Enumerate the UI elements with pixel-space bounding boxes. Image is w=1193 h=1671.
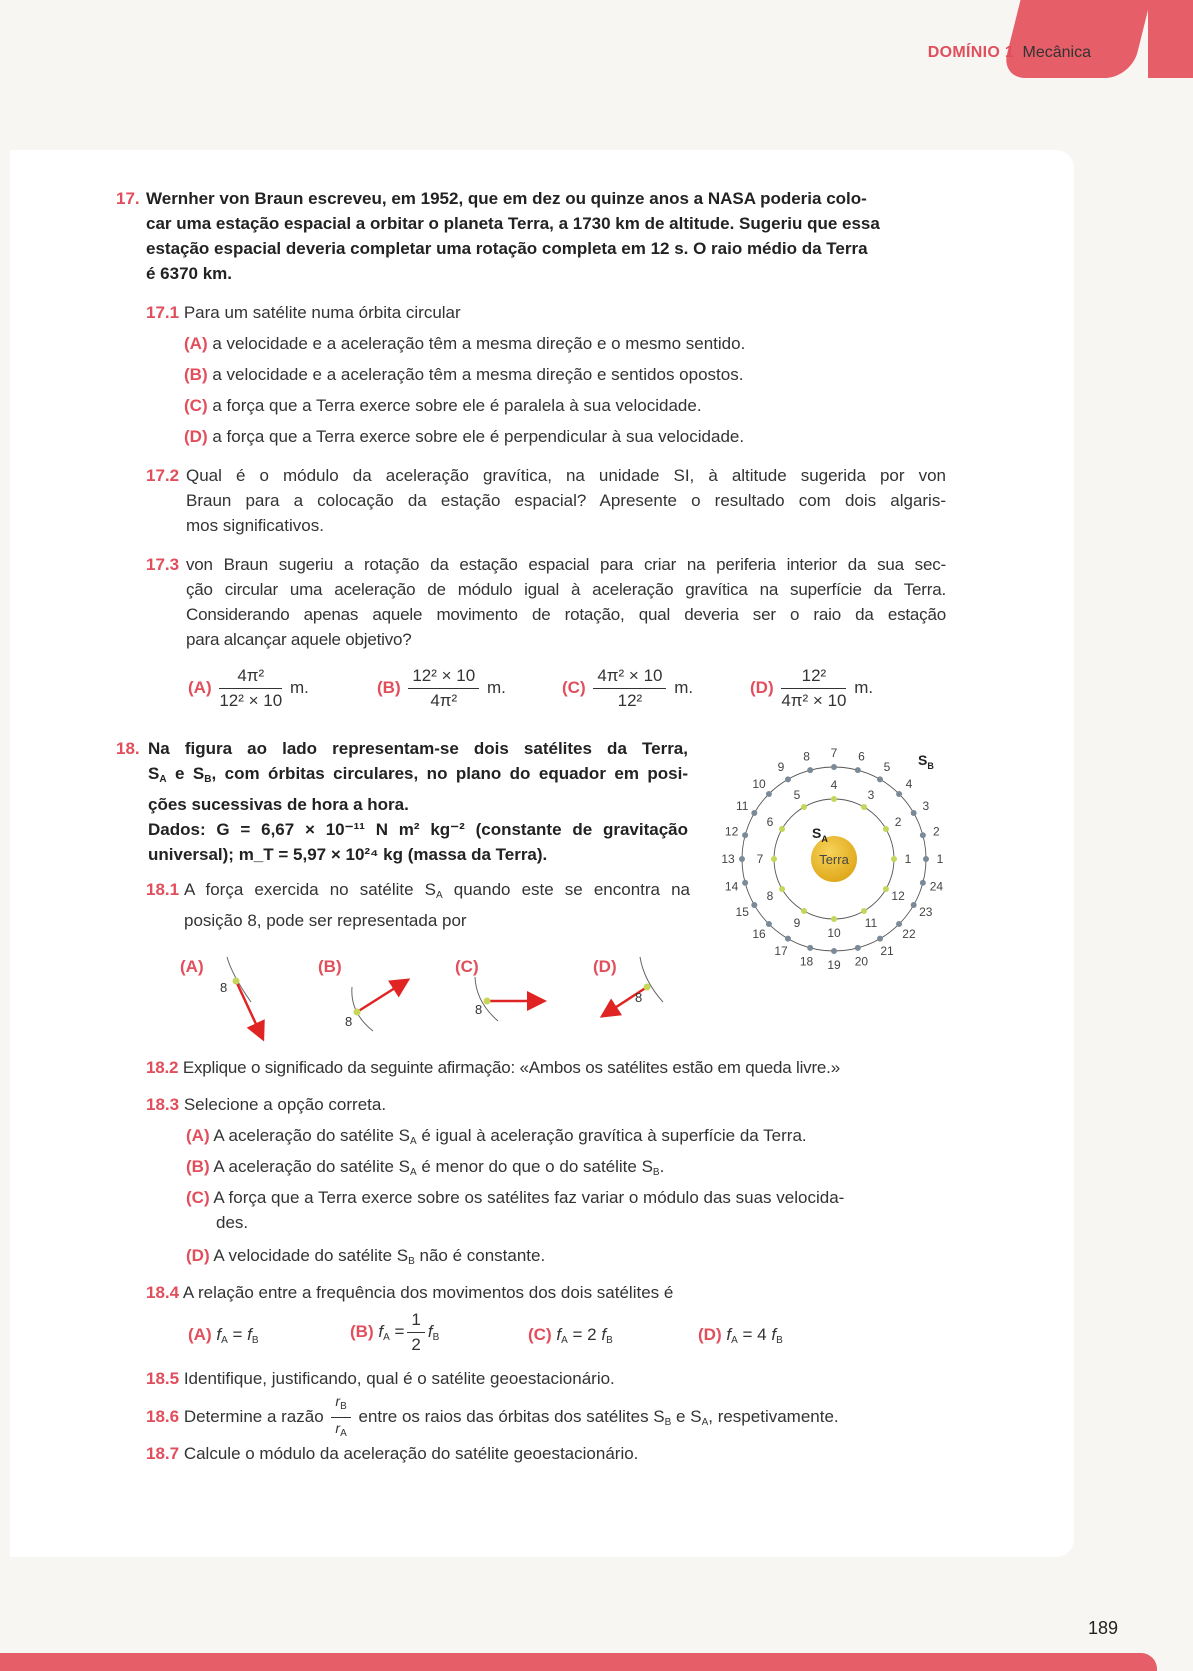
orbit-position-dot bbox=[920, 832, 926, 838]
orbit-position-dot bbox=[923, 856, 929, 862]
option-18-3-c-continued: des. bbox=[216, 1213, 249, 1232]
orbit-position-label: 22 bbox=[902, 926, 916, 941]
section-title: Mecânica bbox=[1022, 44, 1091, 61]
orbit-position-label: 12 bbox=[724, 824, 739, 839]
text-line bbox=[184, 877, 690, 908]
orbit-position-dot bbox=[779, 826, 785, 832]
subquestion-18-4 bbox=[146, 1280, 673, 1305]
stem-line: Na figura ao lado representam-se dois satélites da Terra, bbox=[148, 739, 688, 758]
orbit-position-label: 12 bbox=[891, 889, 905, 903]
fraction bbox=[407, 1309, 424, 1356]
ratio-fraction: $\frac{r_B}{r_A}$ bbox=[331, 1392, 350, 1443]
subscript: A bbox=[409, 1136, 417, 1147]
stem-line: estação espacial deveria completar uma rotação completa em 12 s. O raio médio da Terra bbox=[146, 239, 868, 258]
option-17-1-d bbox=[184, 424, 744, 449]
domain-label: DOMÍNIO 1 bbox=[927, 44, 1015, 61]
subscript: B bbox=[652, 1167, 660, 1178]
denominator: 4π² bbox=[430, 691, 458, 710]
orbit-position-dot bbox=[785, 936, 791, 942]
orbit-position-dot bbox=[911, 810, 917, 816]
orbit-position-label: 2 bbox=[894, 815, 902, 829]
text: , com órbitas circulares, no plano do equador em posi- bbox=[211, 764, 688, 783]
fraction bbox=[408, 665, 479, 712]
position-label: 8 bbox=[475, 1002, 483, 1017]
expression: = 4 bbox=[742, 1325, 772, 1344]
unit: m. bbox=[289, 677, 309, 697]
text-line: mos significativos. bbox=[186, 516, 324, 535]
orbit-position-dot bbox=[785, 776, 791, 782]
text: A força exercida no satélite S bbox=[184, 880, 436, 899]
orbit-position-label: 9 bbox=[777, 760, 785, 775]
option-label: (D) bbox=[184, 427, 208, 446]
subquestion-text: Calcule o módulo da aceleração do satélite geoestacionário. bbox=[183, 1444, 639, 1463]
orbit-position-dot bbox=[883, 886, 889, 892]
subquestion-number: 18.6 bbox=[146, 1406, 180, 1426]
orbit-position-dot bbox=[779, 886, 785, 892]
expression: = bbox=[232, 1325, 248, 1344]
text: S bbox=[148, 764, 160, 783]
text: A força que a Terra exerce sobre os satélites faz variar o módulo das suas velocida- bbox=[213, 1188, 845, 1207]
orbit-position-dot bbox=[911, 902, 917, 908]
option-label: (A) bbox=[180, 957, 204, 976]
fraction bbox=[593, 665, 666, 712]
orbit-position-label: 9 bbox=[793, 916, 801, 931]
orbit-position-dot bbox=[920, 880, 926, 886]
question-number: 18. bbox=[116, 739, 140, 758]
orbit-position-dot bbox=[861, 804, 867, 810]
option-17-1-b bbox=[184, 362, 743, 387]
subquestion-text: A relação entre a frequência dos movimentos dos dois satélites é bbox=[182, 1283, 674, 1302]
unit: m. bbox=[854, 677, 874, 697]
subquestion-number: 18.4 bbox=[146, 1283, 180, 1302]
numerator: 12² bbox=[781, 665, 846, 689]
denominator: 12² × 10 bbox=[219, 691, 283, 710]
option-label: (A) bbox=[184, 334, 208, 353]
orbit-position-dot bbox=[807, 945, 813, 951]
orbit-position-dot bbox=[801, 804, 807, 810]
header-tab-decoration bbox=[1001, 0, 1153, 78]
earth-label: Terra bbox=[819, 852, 849, 867]
orbit-position-dot bbox=[831, 916, 837, 922]
option-label: (A) bbox=[188, 677, 212, 697]
subquestion-text: Determine a razão bbox=[183, 1406, 324, 1426]
option-18-3-a bbox=[186, 1123, 807, 1154]
option-18-4-d: (D) $f_A = 4$ $f_B$ bbox=[698, 1325, 783, 1346]
denominator: 12² bbox=[617, 691, 643, 710]
text-line: Braun para a colocação da estação espacial? Apresente o resultado com dois algaris- bbox=[186, 491, 946, 510]
subquestion-17-2 bbox=[186, 463, 946, 538]
text: A aceleração do satélite S bbox=[213, 1157, 410, 1176]
orbit-position-label: 11 bbox=[864, 916, 878, 931]
orbit-position-label: 20 bbox=[854, 954, 869, 969]
subquestion-text: Identifique, justificando, qual é o satélite geoestacionário. bbox=[183, 1369, 615, 1388]
question-17-stem bbox=[146, 186, 946, 286]
subquestion-number: 18.2 bbox=[146, 1058, 179, 1077]
question-18-stem bbox=[148, 736, 688, 867]
orbit-position-label: 5 bbox=[883, 760, 891, 775]
subquestion-number: 18.1 bbox=[146, 880, 180, 899]
option-label: (B) bbox=[377, 677, 401, 697]
option-17-3-c bbox=[562, 665, 693, 712]
subquestion-18-2 bbox=[146, 1055, 840, 1080]
orbit-position-label: 10 bbox=[827, 926, 841, 940]
subquestion-number: 18.3 bbox=[146, 1095, 180, 1114]
orbit-position-dot bbox=[807, 767, 813, 773]
position-label: 8 bbox=[345, 1014, 353, 1029]
unit: m. bbox=[674, 677, 694, 697]
position-label: 8 bbox=[220, 980, 228, 995]
orbit-position-label: 1 bbox=[936, 852, 944, 866]
orbit-position-dot bbox=[877, 936, 883, 942]
orbit-position-dot bbox=[891, 856, 897, 862]
subscript: A bbox=[409, 1167, 417, 1178]
option-label: (A) bbox=[186, 1126, 210, 1145]
option-label: (C) bbox=[184, 396, 208, 415]
numerator: 12² × 10 bbox=[408, 665, 479, 689]
orbit-position-dot bbox=[742, 832, 748, 838]
orbit-position-label: 4 bbox=[905, 777, 913, 792]
denominator: 2 bbox=[411, 1335, 421, 1354]
subquestion-number: 17.1 bbox=[146, 303, 180, 322]
position-label: 8 bbox=[635, 990, 643, 1005]
orbit-position-dot bbox=[831, 764, 837, 770]
option-17-1-c bbox=[184, 393, 702, 418]
text: e S bbox=[671, 1406, 702, 1426]
orbit-position-dot bbox=[771, 856, 777, 862]
orbit-position-label: 3 bbox=[867, 787, 875, 802]
text: quando este se encontra na bbox=[442, 880, 690, 899]
orbit-position-dot bbox=[896, 791, 902, 797]
option-17-3-d bbox=[750, 665, 873, 712]
numerator: 4π² bbox=[219, 665, 282, 689]
option-text: a velocidade e a aceleração têm a mesma direção e sentidos opostos. bbox=[212, 365, 744, 384]
orbit-position-label: 11 bbox=[735, 799, 749, 813]
denominator: 4π² × 10 bbox=[781, 691, 847, 710]
option-c-diagram bbox=[455, 957, 542, 1021]
option-label: (C) bbox=[186, 1188, 210, 1207]
text-line: Considerando apenas aquele movimento de rotação, qual deveria ser o raio da estação bbox=[186, 605, 946, 624]
subquestion-18-6 bbox=[146, 1392, 839, 1443]
subquestion-number: 17.2 bbox=[146, 466, 180, 485]
orbit-position-label: 7 bbox=[830, 746, 838, 760]
orbit-position-label: 2 bbox=[933, 824, 940, 839]
option-label: (C) bbox=[528, 1325, 552, 1344]
data-line: universal); m_T = 5,97 × 10²⁴ kg (massa da Terra). bbox=[148, 845, 548, 864]
subquestion-18-7 bbox=[146, 1441, 638, 1466]
stem-line: é 6370 km. bbox=[146, 264, 233, 283]
orbit-position-dot bbox=[855, 767, 861, 773]
option-text: a força que a Terra exerce sobre ele é paralela à sua velocidade. bbox=[212, 396, 702, 415]
subscript: B bbox=[204, 774, 212, 785]
satellite-b-label: $S_B$ bbox=[918, 752, 934, 771]
subquestion-18-3 bbox=[146, 1092, 386, 1117]
stem-line: car uma estação espacial a orbitar o planeta Terra, a 1730 km de altitude. Sugeriu que essa bbox=[146, 214, 880, 233]
footer-bar bbox=[0, 1653, 1157, 1671]
option-label: (C) bbox=[562, 677, 586, 697]
option-label: (A) bbox=[188, 1325, 212, 1344]
text: A aceleração do satélite S bbox=[213, 1126, 410, 1145]
orbit-position-label: 8 bbox=[766, 889, 774, 903]
text: A velocidade do satélite S bbox=[213, 1246, 409, 1265]
orbit-position-label: 10 bbox=[752, 777, 766, 792]
orbit-position-dot bbox=[751, 810, 757, 816]
orbit-position-dot bbox=[766, 921, 772, 927]
text: não é constante. bbox=[414, 1246, 546, 1265]
page-number: 189 bbox=[1087, 1618, 1118, 1638]
orbit-position-dot bbox=[831, 796, 837, 802]
orbit-position-label: 16 bbox=[752, 926, 766, 941]
subscript: B bbox=[408, 1256, 415, 1267]
orbit-position-label: 23 bbox=[919, 905, 933, 919]
text: é igual à aceleração gravítica à superfície da Terra. bbox=[416, 1126, 807, 1145]
option-b-diagram bbox=[318, 957, 406, 1031]
orbit-position-label: 17 bbox=[774, 943, 788, 958]
option-18-3-d bbox=[186, 1243, 545, 1274]
orbit-position-dot bbox=[742, 880, 748, 886]
orbit-position-label: 7 bbox=[756, 852, 764, 866]
option-18-4-a: (A) $f_A = f_B$ bbox=[188, 1325, 259, 1346]
numerator: 4π² × 10 bbox=[593, 665, 666, 689]
header-tab-decoration-edge bbox=[1148, 0, 1193, 78]
text: entre os raios das órbitas dos satélites S bbox=[358, 1406, 665, 1426]
orbit-position-label: 8 bbox=[803, 749, 810, 764]
force-vector-options bbox=[170, 945, 730, 1045]
orbit-position-label: 6 bbox=[858, 749, 865, 764]
orbit-position-label: 1 bbox=[904, 852, 912, 866]
expression: = bbox=[394, 1321, 405, 1341]
subscript: A bbox=[159, 774, 167, 785]
orbit-position-label: 14 bbox=[724, 879, 739, 894]
orbit-position-dot bbox=[766, 791, 772, 797]
orbit-position-label: 18 bbox=[799, 954, 814, 969]
subquestion-17-1 bbox=[146, 300, 461, 325]
orbit-position-label: 19 bbox=[827, 958, 841, 972]
text: é menor do que o do satélite S bbox=[416, 1157, 653, 1176]
orbit-position-dot bbox=[883, 826, 889, 832]
stem-line: Wernher von Braun escreveu, em 1952, que em dez ou quinze anos a NASA poderia colo- bbox=[146, 189, 867, 208]
option-a-diagram bbox=[180, 957, 262, 1037]
subquestion-text: Para um satélite numa órbita circular bbox=[183, 303, 461, 322]
fraction bbox=[781, 665, 846, 712]
orbit-position-dot bbox=[855, 945, 861, 951]
option-text: a velocidade e a aceleração têm a mesma direção e o mesmo sentido. bbox=[212, 334, 746, 353]
option-17-3-a bbox=[188, 665, 309, 712]
text-line: von Braun sugeriu a rotação da estação espacial para criar na periferia interior da sua sec- bbox=[186, 555, 946, 574]
orbit-position-label: 21 bbox=[880, 943, 894, 958]
option-18-3-c bbox=[186, 1185, 844, 1210]
option-label: (B) bbox=[350, 1321, 374, 1341]
option-label: (D) bbox=[750, 677, 774, 697]
option-label: (D) bbox=[593, 957, 617, 976]
option-text: a força que a Terra exerce sobre ele é perpendicular à sua velocidade. bbox=[212, 427, 745, 446]
expression: = 2 bbox=[572, 1325, 602, 1344]
orbit-position-label: 13 bbox=[721, 852, 735, 866]
orbit-position-label: 4 bbox=[830, 778, 838, 792]
unit: m. bbox=[486, 677, 506, 697]
option-label: (D) bbox=[186, 1246, 210, 1265]
orbit-position-dot bbox=[801, 908, 807, 914]
option-label: (B) bbox=[318, 957, 342, 976]
text: , respetivamente. bbox=[708, 1406, 839, 1426]
option-label: (C) bbox=[455, 957, 479, 976]
subquestion-18-1 bbox=[184, 877, 690, 933]
orbit-position-label: 15 bbox=[735, 905, 749, 919]
orbit-position-dot bbox=[739, 856, 745, 862]
option-label: (B) bbox=[184, 365, 208, 384]
text-line: ção circular uma aceleração de módulo igual à aceleração gravítica na superfície da Terra. bbox=[186, 580, 946, 599]
subquestion-18-5 bbox=[146, 1366, 615, 1391]
option-18-4-b: (B) $f_A$ = $\frac{1}{2}$ $f_B$ bbox=[350, 1310, 440, 1354]
subquestion-number: 18.5 bbox=[146, 1369, 180, 1388]
orbit-position-dot bbox=[831, 948, 837, 954]
text: . bbox=[659, 1157, 665, 1176]
subquestion-text: Selecione a opção correta. bbox=[183, 1095, 387, 1114]
orbit-position-label: 3 bbox=[922, 799, 930, 813]
fraction bbox=[219, 665, 282, 712]
option-17-3-b bbox=[377, 665, 506, 712]
subscript: B bbox=[664, 1416, 672, 1428]
orbit-position-dot bbox=[896, 921, 902, 927]
orbit-position-label: 24 bbox=[929, 879, 944, 894]
satellite-a-label: $S_A$ bbox=[812, 825, 828, 844]
stem-line bbox=[148, 761, 688, 792]
orbit-position-dot bbox=[751, 902, 757, 908]
subquestion-text: Explique o significado da seguinte afirmação: «Ambos os satélites estão em queda livre.» bbox=[182, 1058, 840, 1077]
text-line: posição 8, pode ser representada por bbox=[184, 911, 467, 930]
option-17-1-a bbox=[184, 331, 745, 356]
subquestion-number: 18.7 bbox=[146, 1444, 180, 1463]
text-line: Qual é o módulo da aceleração gravítica, na unidade SI, à altitude sugerida por von bbox=[186, 466, 946, 485]
option-label: (D) bbox=[698, 1325, 722, 1344]
subscript: A bbox=[701, 1416, 709, 1428]
option-d-diagram bbox=[593, 957, 663, 1015]
subscript: A bbox=[436, 890, 443, 901]
running-header bbox=[928, 44, 1091, 62]
stem-line: ções sucessivas de hora a hora. bbox=[148, 795, 409, 814]
option-label: (B) bbox=[186, 1157, 210, 1176]
numerator: 1 bbox=[407, 1309, 424, 1333]
text: e S bbox=[166, 764, 205, 783]
option-18-4-c: (C) $f_A = 2$ $f_B$ bbox=[528, 1325, 613, 1346]
data-line: Dados: G = 6,67 × 10⁻¹¹ N m² kg⁻² (constante de gravitação bbox=[148, 820, 688, 839]
orbit-position-dot bbox=[877, 776, 883, 782]
subquestion-number: 17.3 bbox=[146, 555, 180, 574]
question-number: 17. bbox=[116, 189, 140, 208]
text-line: para alcançar aquele objetivo? bbox=[186, 630, 412, 649]
orbit-diagram bbox=[710, 735, 960, 975]
subquestion-17-3 bbox=[186, 552, 946, 652]
orbit-position-label: 5 bbox=[793, 787, 801, 802]
option-18-3-b bbox=[186, 1154, 664, 1185]
orbit-position-label: 6 bbox=[766, 815, 774, 829]
orbit-position-dot bbox=[861, 908, 867, 914]
